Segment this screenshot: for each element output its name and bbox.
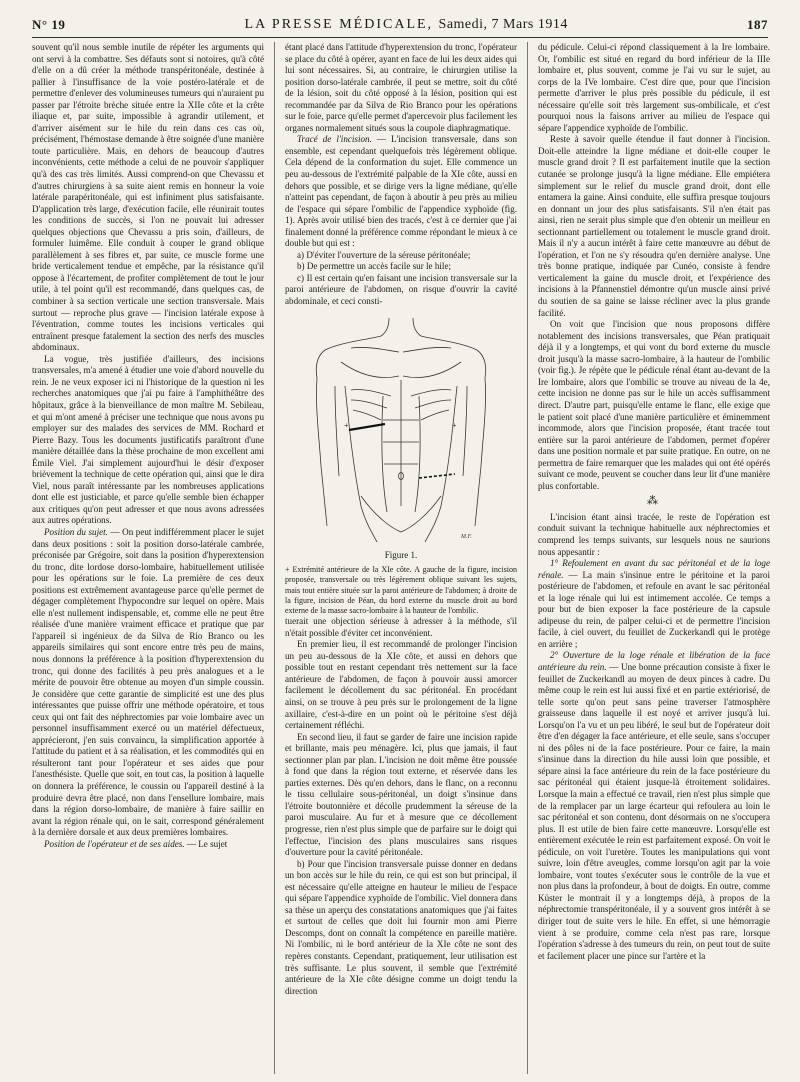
header-rule [32,37,768,38]
paragraph: tuerait une objection sérieuse à adresser à la méthode, s'il n'était possible d'éviter cet inconvénient. [285,616,517,638]
column-divider [527,42,528,1074]
paragraph: du pédicule. Celui-ci répond classiquement à la Ire lombaire. Or, l'ombilic est situé en regard du bord inférieur de la IIIe lombaire et, plus souvent, comme je l'ai vu sur le sujet, au corps de la IVe lombaire. C'est dire que, pour que l'incision permette d'arriver le plus près possible du pédicule, il est nécessaire qu'elle soit très largement sus-ombilicale, et c'est pourquoi nous la faisons arriver au milieu de l'espace qui sépare l'appendice xyphoïde de l'ombilic. [538,42,770,133]
paragraph: En second lieu, il faut se garder de faire une incision rapide et brillante, mais peu ménagère. Ici, plus que jamais, il faut sectionner plan par plan. L'incision ne doit même être poussée à fond que dans la région tout externe, et réservée dans les parties externes. Dès qu'en dehors, dans le flanc, on a reconnu le tissu cellulaire sous-péritonéal, un doigt s'insinue dans l'étroite boutonnière et décolle prudemment la séreuse de la paroi musculaire. Au fur et à mesure que ce décollement progresse, rien n'est plus simple que de parfaire sur le doigt qui l'effectue, l'incision des plans musculaires sans risques d'ouverture pour la cavité péritonéale. [285,731,517,858]
page-number: 187 [747,17,768,32]
step-title: 1° Refoulement en avant du sac péritonéal et de la loge rénale. [538,558,770,580]
paragraph: souvent qu'il nous semble inutile de répéter les arguments qui ont servi à la combattre. Ses défauts sont si notoires, qu'à côté d'elle on a dû créer la méthode transpéritonéale, destinée à pallier à l'insuffisance de la voie postéro-latérale et de permettre d'enlever des volumineuses tumeurs qui n'auraient pu passer par l'étroite brèche située entre la XIIe côte et la crête iliaque et, par suite, impossible à agrandir utilement, et d'arriver aisément sur le hile du rein dans ces cas où, précisément, l'hémostase demande à être soignée d'une manière toute particulière. Mais, en dehors de beaucoup d'autres inconvénients, cette méthode a celui de ne pouvoir s'appliquer qu'à des cas très limités. Aussi comprend-on que Chevassu et d'autres chirurgiens à sa suite aient remis en honneur la voie latérale parapéritonéale, qui est infiniment plus satisfaisante. D'application très large, d'exécution facile, elle réunirait toutes les conditions de succès, si l'on ne pouvait lui adresser quelques objections que Chevassu a pris soin, d'ailleurs, de formuler luimême. Elle conduit à couper le grand oblique parallèlement à ses fibres et, par suite, ce muscle forme une bride verticalement tendue et empêche, par la résistance qu'il oppose à l'écartement, de profiter complètement de tout le jour utile, à tel point qu'il est recommandé, dans quelques cas, de combiner à sa section verticale une section transversale. Mais surtout — reproche plus grave — l'incision latérale expose à l'éventration, comme toutes les incisions verticales qui entraînent presque fatalement la section des nerfs des muscles abdominaux. [32,42,264,353]
figure-caption: Figure 1. [384,549,418,560]
paragraph: L'incision étant ainsi tracée, le reste de l'opération est conduit suivant la technique habituelle aux néphrectomies et comprend les temps suivants, sur lesquels nous ne saurions nous appesantir : [538,511,770,557]
section-separator: ⁂ [647,495,661,508]
section-title: Position du sujet. [44,526,108,537]
page-header [32,14,768,36]
column-divider [274,42,275,1074]
section-title: Position de l'opérateur et de ses aides. [44,838,185,849]
paragraph: Position du sujet. — On peut indifféremment placer le sujet dans deux positions : soit la position dorso-latérale cambrée, préconisée par Grégoire, soit dans la position d'hyperextension du tronc, dite lordose dorso-lombaire, habituellement utilisée pour les opérations sur le foie. La première de ces deux positions est extrêmement avantageuse parce qu'elle permet de dégager complètement l'hypocondre sur lequel on opère. Mais elle n'est nullement indispensable, et, comme elle ne peut être réalisée d'une manière vraiment efficace et pratique que par l'appareil si ingénieux de da Silva de Rio Branco ou les appareils similaires qui sont encore entre très peu de mains, nous donnons la préférence à la position d'hyperextension du tronc, qui donne des facilités à peu près analogues et a le mérite de pouvoir être obtenue au moyen d'un simple coussin. Je considère que cette garantie de simplicité est une des plus intéressantes que puisse offrir une méthode opératoire, et tous ceux qui ont fait des néphrectomies par voie lombaire avec un personnel insuffisamment exercé ou un matériel défectueux, apprécieront, j'en suis convaincu, la simplification apportée à l'attitude du patient et à sa réalisation, et les commodités qui en résulteront tant pour l'opérateur et ses aides que pour l'anesthésiste. Quelle que soit, en tout cas, la position à laquelle on donnera la préférence, le coussin ou l'appareil destiné à la produire devra être placé, non dans l'ensellure lombaire, mais dans la région dorso-lombaire, de manière à faire saillir en avant la région rénale qui, on le sait, correspond généralement à la dernière dorsale et aux deux premières lombaires. [32,526,264,838]
paragraph: On voit que l'incision que nous proposons diffère notablement des incisions transversales, que Péan pratiquait déjà il y a longtemps, et qui vont du bord externe du muscle droit jusqu'à la masse sacro-lombaire, à la hauteur de l'ombilic (voir fig.). Je répète que le pédicule rénal étant au-devant de la Ire lombaire, alors que l'ombilic se trouve au niveau de la 4e, cette incision ne donne pas sur le hile un accès suffisamment direct. D'autre part, puisqu'elle entame le flanc, elle exige que le patient soit placé d'une manière particulière et éminemment incommode, alors que l'incision proposée, étant tracée tout entière sur la paroi antérieure de l'abdomen, permet d'opérer dans une position normale et par suite pratique. En outre, on ne permettra de faire remarquer que les malades qui ont été opérés suivant ce mode, peuvent se coucher dans leur lit d'une manière plus confortable. [538,319,770,491]
journal-title [245,17,568,33]
journal-name: LA PRESSE MÉDICALE, [244,17,434,32]
column-2 [285,42,517,1074]
torso-illustration [311,316,491,544]
list-item: a) D'éviter l'ouverture de la séreuse péritonéale; [297,249,471,260]
paragraph: Tracé de l'incision. — L'incision transversale, dans son ensemble, est cependant quelquefois très légèrement oblique. Cela dépend de la conformation du sujet. Elle commence un peu au-dessous de l'extrémité palpable de la XIe côte, aussi en dehors que possible, et se dirige vers la ligne médiane, qu'elle n'atteint pas cependant, de façon à aboutir à peu près au milieu de l'espace qui sépare l'ombilic de l'appendice xyphoïde (fig. 1). Après avoir utilisé bien des tracés, c'est à ce dernier que j'ai finalement donné la préférence comme répondant le mieux à ce double but qui est : [285,134,517,249]
paragraph: 2° Ouverture de la loge rénale et libération de la face antérieure du rein. — Une bonne précaution consiste à fixer le feuillet de Zuckerkandl au moyen de deux pinces à cadre. Du même coup le rein est lui aussi fixé et en partie extériorisé, de telle sorte qu'on peut sans peine traverser l'atmosphère graisseuse dans laquelle il est noyé et arriver jusqu'à lui. Lorsqu'on l'a vu et un peu libéré, le seul but de l'opérateur doit être d'en dégager la face antérieure, et elle seule, sans s'occuper ni des pôles ni de la face postérieure. Pour ce faire, la main s'insinue dans la direction du hile aussi loin que possible, et sépare ainsi la face antérieure du rein de la face postérieure du sac péritonéal qui étaient jusque-là étroitement solidaires. Lorsque la main a effectué ce travail, rien n'est plus simple que de la remplacer par un large écarteur qui refoulera au loin le sac péritonéal et son contenu, dont désormais on ne s'occupera plus. Il est utile de bien faire cette manœuvre. Lorsqu'elle est entièrement exécutée le rein est parfaitement exposé. On voit le pédicule, on voit l'uretère. Toutes les manipulations qui vont suivre, loin d'être aveugles, comme lorsqu'on agit par la voie lombaire, vont toutes s'exécuter sous le contrôle de la vue et non plus dans la profondeur, à bout de doigts. En outre, comme Küster le montrait il y a longtemps déjà, à propos de la néphrectomie transpéritonéale, il y a souvent gros intérêt à se diriger tout de suite vers le hile. En effet, si une hémorragie vient à se produire, comme cela n'est pas rare, lorsque l'opération s'adresse à des tumeurs du rein, on peut tout de suite et facilement placer une pince sur l'artère et la [538,650,770,961]
list-item: c) Il est certain qu'en faisant une incision transversale sur la paroi antérieure de l'abdomen, on risque d'ouvrir la cavité abdominale, et ceci consti- [285,272,517,307]
svg-text:+: + [452,420,457,430]
paragraph: étant placé dans l'attitude d'hyperextension du tronc, l'opérateur se place du côté à opérer, ayant en face de lui les deux aides qui lui sont nécessaires. Si, au contraire, le chirurgien utilise la position dorso-latérale cambrée, il peut se mettre, soit du côté de la lésion, soit du côté opposé à la lésion, position qui est recommandée par da Silva de Rio Branco pour les opérations sur le foie, parce qu'elle permet d'apercevoir plus facilement les organes normalement situés sous la coupole diaphragmatique. [285,42,517,133]
paragraph: Position de l'opérateur et de ses aides. — Le sujet [44,838,228,849]
figure-1 [285,314,517,546]
paragraph: En premier lieu, il est recommandé de prolonger l'incision un peu au-dessous de la XIe côte, et aussi en dehors que possible tout en restant cependant très nettement sur la face antérieure de l'abdomen, de façon à pouvoir aussi amorcer facilement le décollement du sac péritonéal. En procédant ainsi, on se trouve à peu près sur le prolongement de la ligne axillaire, c'est-à-dire en un point où le péritoine s'est déjà certainement réfléchi. [285,639,517,731]
step-title: 2° Ouverture de la loge rénale et libération de la face antérieure du rein. [538,650,770,672]
paragraph: Reste à savoir quelle étendue il faut donner à l'incision. Doit-elle atteindre la ligne médiane et doit-elle couper le muscle grand droit ? Il est parfaitement inutile que la section cutanée se prolonge jusqu'à la ligne médiane. Elle empiétera simplement sur le relief du muscle grand droit, dont elle entamera la gaine. Ainsi conduite, elle suffira presque toujours en donnant un jour des plus satisfaisants. S'il n'en était pas ainsi, rien ne serait plus simple que d'en obtenir un meilleur en sectionnant partiellement ou totalement le muscle grand droit. Mais il n'y a aucun intérêt à faire cette manœuvre au début de l'opération, et l'on ne s'y résoudra qu'en dernière analyse. Une très bonne pratique, indiquée par Cunéo, consiste à fendre verticalement la gaine du muscle droit, et l'expérience des incisions à la Pfannenstiel démontre qu'un muscle ainsi privé du soutien de sa gaine se laisse récliner avec la plus grande facilité. [538,134,770,318]
issue-number: N° 19 [32,17,66,32]
list-item: b) De permettre un accès facile sur le hile; [297,261,452,272]
column-1 [32,42,264,1074]
issue-date: Samedi, 7 Mars 1914 [438,17,568,32]
section-title: Tracé de l'incision. [297,134,372,145]
paragraph: La vogue, très justifiée d'ailleurs, des incisions transversales, m'a amené à étudier une voie d'abord nouvelle du rein. Je ne veux exposer ici ni l'historique de la question ni les recherches anatomiques que j'ai pu faire à l'amphithéâtre des hôpitaux, grâce à la bienveillance de mon maître M. Sebileau, et qui m'ont amené à préciser une technique que nous avons pu employer sur des malades des services de MM. Rochard et Pierre Bazy. Tous les documents justificatifs paraîtront d'une manière détaillée dans la thèse prochaine de mon excellent ami Émile Viel. J'ai simplement aujourd'hui le désir d'exposer brièvement la technique de cette opération qui, ainsi que le dira Viel, nous paraît intéressante par les nombreuses applications dont elle est justiciable, et parce qu'elle semble bien échapper aux critiques qu'on peut adresser et que nous avons adressées aux autres opérations. [32,353,264,526]
paragraph: 1° Refoulement en avant du sac péritonéal et de la loge rénale. — La main s'insinue entre le péritoine et la paroi postérieure de l'abdomen, et refoule en avant le sac péritonéal et la loge rénale qui lui est intimement accolée. Ce temps a pour but de bien exposer la face postérieure de la capsule adipeuse du rein, de palper celui-ci et de permettre l'incision facile, à ciel ouvert, du feuillet de Zuckerkandl qui le protège en arrière ; [538,558,770,649]
figure-signature: M.F. [461,533,472,540]
svg-text:+: + [344,420,349,430]
paragraph: b) Pour que l'incision transversale puisse donner en dedans un bon accès sur le hile du rein, ce qui est son but principal, il est nécessaire qu'elle atteigne en hauteur le milieu de l'espace qui sépare l'appendice xyphoïde de l'ombilic. Viel donnera dans sa thèse un aperçu des constatations anatomiques que j'ai faites et surtout de celles que doit lui fournir mon ami Pierre Descomps, dont on connaît la compétence en pareille matière. Ni l'ombilic, ni le bord antérieur de la XIe côte ne sont des repères constants. Cependant, pratiquement, leur utilisation est très suffisante. Le plus souvent, il semble que l'extrémité antérieure de la XIe côte désigne comme un doigt tendu la direction [285,858,517,996]
column-3 [538,42,770,1074]
figure-legend: + Extrémité antérieure de la XIe côte. A gauche de la figure, incision proposée, transversale ou très légèrement oblique suivant les sujets, mais tout entière située sur la paroi antérieure de l'abdomen; à droite de la figure, incision de Péan, du bord externe du muscle droit au bord externe de la masse sacro-lombaire à la hauteur de l'ombilic. [285,565,517,615]
